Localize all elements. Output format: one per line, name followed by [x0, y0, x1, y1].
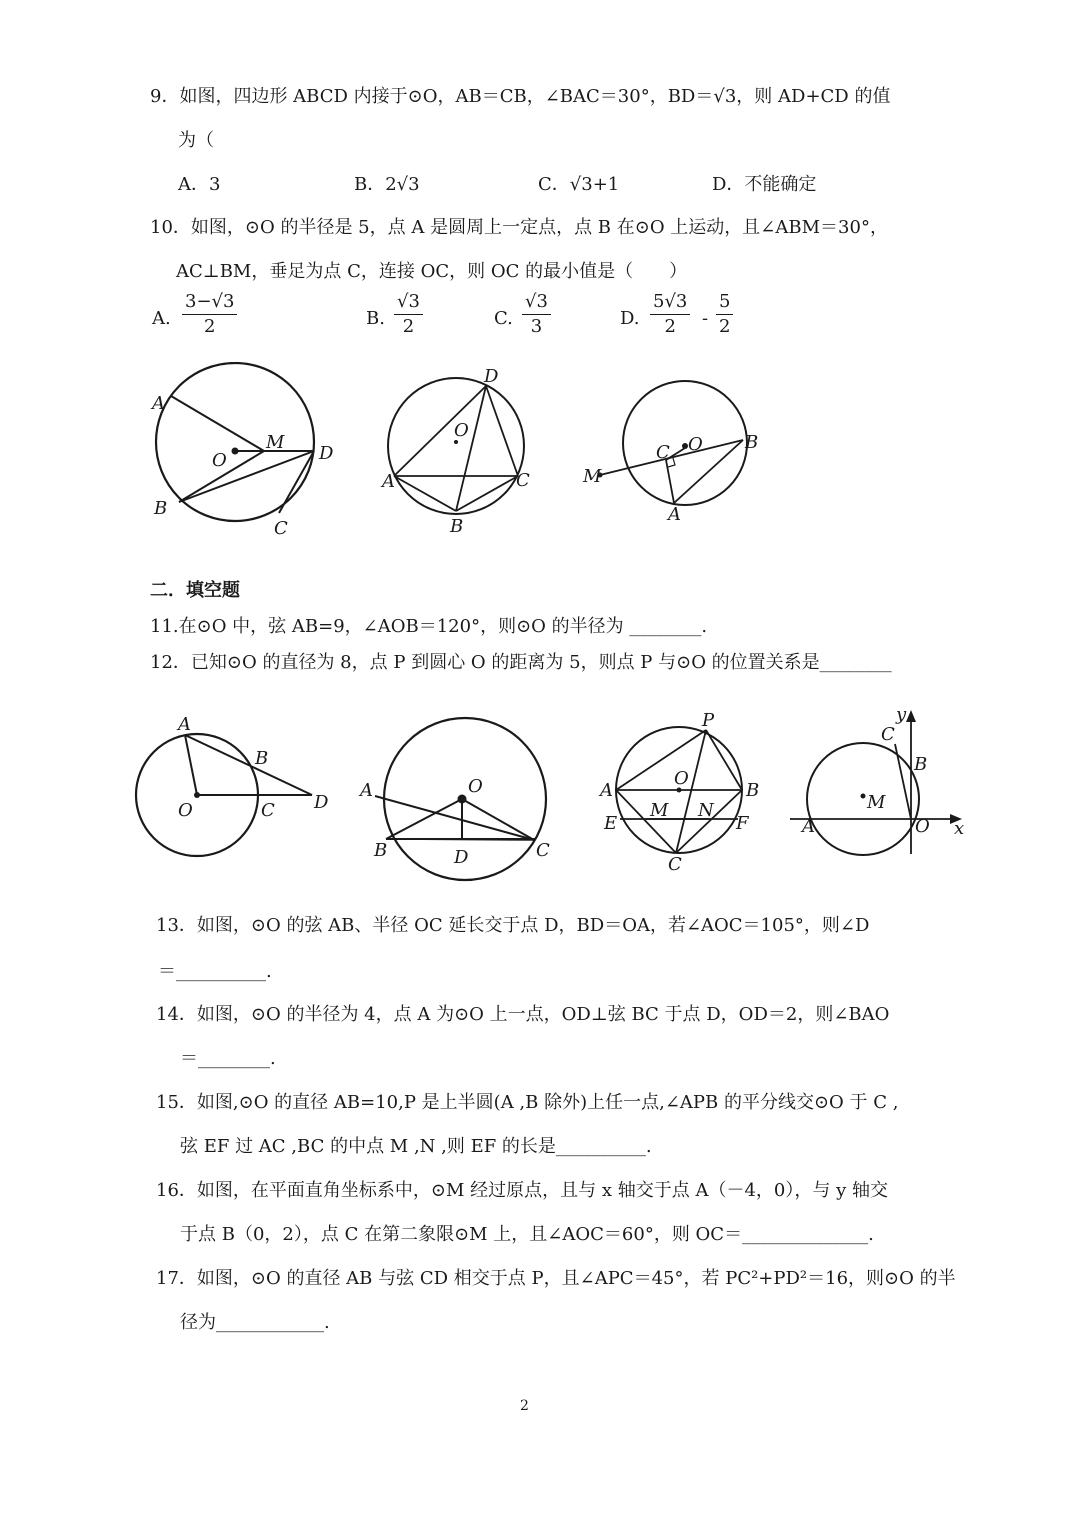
fig5-label-b: B: [374, 840, 388, 861]
q10-option-c-letter: C.: [494, 308, 513, 329]
fig5-label-a: A: [360, 780, 373, 801]
fig6-label-f: F: [736, 813, 749, 834]
q15-line1: 15．如图,⊙O 的直径 AB=10,P 是上半圆(A ,B 除外)上任一点,∠APB 的平分线交⊙O 于 C ,: [156, 1092, 899, 1113]
q10-option-a-denominator: 2: [204, 316, 216, 337]
fig3-label-a: A: [668, 504, 681, 525]
q10-line2: AC⊥BM，垂足为点 C，连接 OC，则 OC 的最小值是（ ）: [176, 261, 688, 282]
fig4-label-b: B: [255, 748, 269, 769]
q9-line1: 9．如图，四边形 ABCD 内接于⊙O，AB＝CB，∠BAC＝30°，BD＝√3，则 AD+CD 的值: [150, 86, 891, 107]
q9-option-b: B．2√3: [354, 174, 420, 195]
figure-q9-circle-2: [378, 362, 538, 540]
q10-option-c-numerator: √3: [522, 290, 551, 315]
fig6-label-n: N: [698, 800, 714, 821]
figure-q16-coordinate: [786, 702, 986, 862]
q17-line2: 径为____________.: [180, 1312, 330, 1333]
q17-line1: 17．如图，⊙O 的直径 AB 与弦 CD 相交于点 P，且∠APC＝45°，若 PC²+PD²＝16，则⊙O 的半: [156, 1268, 956, 1289]
q10-option-a-fraction: [182, 290, 237, 339]
figure-q15-circle: [596, 708, 766, 878]
fig6-label-c: C: [668, 854, 682, 875]
figure-q13-circle: [128, 708, 338, 878]
fig1-label-o: O: [212, 450, 227, 471]
q10-option-b-numerator: √3: [394, 290, 423, 315]
q10-option-c-denominator: 3: [530, 316, 543, 337]
fig5-label-c: C: [536, 840, 550, 861]
q10-option-d-numerator-1: 5√3: [650, 290, 690, 315]
q10-option-c-fraction: [522, 290, 551, 339]
fig1-label-c: C: [274, 518, 288, 539]
fig7-label-a: A: [802, 816, 815, 837]
q10-option-b-denominator: 2: [402, 316, 415, 337]
q9-option-c: C．√3+1: [538, 174, 620, 195]
q10-option-d-denominator-2: 2: [719, 316, 731, 337]
figure-q9-circle-1: [140, 362, 350, 542]
fig6-label-o: O: [674, 768, 689, 789]
fig7-label-y: y: [896, 704, 907, 725]
q10-option-d-minus: -: [702, 308, 709, 329]
fig6-label-p: P: [702, 710, 715, 731]
q10-option-d-fraction-1: [650, 290, 690, 339]
fig7-label-b: B: [914, 754, 928, 775]
fig3-label-o: O: [688, 434, 703, 455]
q16-line1: 16．如图，在平面直角坐标系中，⊙M 经过原点，且与 x 轴交于点 A（－4，0），与 y 轴交: [156, 1180, 888, 1201]
fig1-label-b: B: [154, 498, 168, 519]
figure-q10-circle: [580, 378, 770, 528]
q9-option-d: D．不能确定: [712, 174, 817, 195]
q10-option-d-numerator-2: 5: [716, 290, 733, 315]
figure-q14-circle: [356, 710, 556, 888]
q15-line2: 弦 EF 过 AC ,BC 的中点 M ,N ,则 EF 的长是__________.: [180, 1136, 652, 1157]
fig3-label-m: M: [583, 466, 602, 487]
fig7-label-m: M: [867, 792, 886, 813]
fig5-label-d: D: [454, 847, 469, 868]
fig1-label-a: A: [152, 393, 165, 414]
fig2-label-d: D: [484, 366, 499, 387]
q10-line1: 10．如图，⊙O 的半径是 5，点 A 是圆周上一定点，点 B 在⊙O 上运动，且∠ABM＝30°，: [150, 217, 888, 238]
fig2-label-o: O: [454, 420, 469, 441]
fig4-label-c: C: [261, 800, 275, 821]
page-number: 2: [520, 1398, 529, 1414]
q10-option-d-letter: D.: [620, 308, 640, 329]
q10-option-d-fraction-2: [716, 290, 733, 339]
q10-option-a-numerator: 3−√3: [182, 290, 237, 315]
fig6-label-a: A: [600, 780, 613, 801]
fig7-label-x: x: [954, 818, 965, 839]
fig2-label-c: C: [516, 470, 530, 491]
q14-line1: 14．如图，⊙O 的半径为 4，点 A 为⊙O 上一点，OD⊥弦 BC 于点 D，OD＝2，则∠BAO: [156, 1004, 890, 1025]
q10-option-a-letter: A.: [152, 308, 171, 329]
q13-line2: ＝__________.: [158, 961, 272, 982]
fig6-label-b: B: [746, 780, 760, 801]
fig6-label-e: E: [604, 813, 618, 834]
q10-option-b-fraction: [394, 290, 423, 339]
q11-text: 11.在⊙O 中，弦 AB=9，∠AOB＝120°，则⊙O 的半径为 ________.: [150, 616, 708, 637]
q9-line2: 为（: [178, 130, 214, 151]
fig1-label-m: M: [266, 432, 285, 453]
fig3-label-c: C: [656, 442, 670, 463]
q12-text: 12．已知⊙O 的直径为 8，点 P 到圆心 O 的距离为 5，则点 P 与⊙O 的位置关系是________: [150, 652, 892, 673]
q10-option-d-denominator-1: 2: [664, 316, 676, 337]
fig5-label-o: O: [468, 776, 483, 797]
fig7-label-c: C: [881, 724, 895, 745]
q10-option-b-letter: B.: [366, 308, 385, 329]
fig7-label-o: O: [915, 816, 930, 837]
fig2-label-b: B: [450, 516, 464, 537]
q14-line2: ＝________.: [180, 1048, 276, 1069]
fig4-label-a: A: [178, 714, 191, 735]
q9-option-a: A．3: [178, 174, 221, 195]
q13-line1: 13．如图，⊙O 的弦 AB、半径 OC 延长交于点 D，BD＝OA，若∠AOC＝105°，则∠D: [156, 915, 870, 936]
fig4-label-d: D: [314, 792, 329, 813]
fig4-label-o: O: [178, 800, 193, 821]
fig3-label-b: B: [745, 432, 759, 453]
fig2-label-a: A: [382, 471, 395, 492]
section-fill-in-title: 二．填空题: [150, 580, 240, 601]
fig6-label-m: M: [650, 800, 669, 821]
fig1-label-d: D: [319, 443, 334, 464]
q16-line2: 于点 B（0，2），点 C 在第二象限⊙M 上，且∠AOC＝60°，则 OC＝______________.: [180, 1224, 874, 1245]
